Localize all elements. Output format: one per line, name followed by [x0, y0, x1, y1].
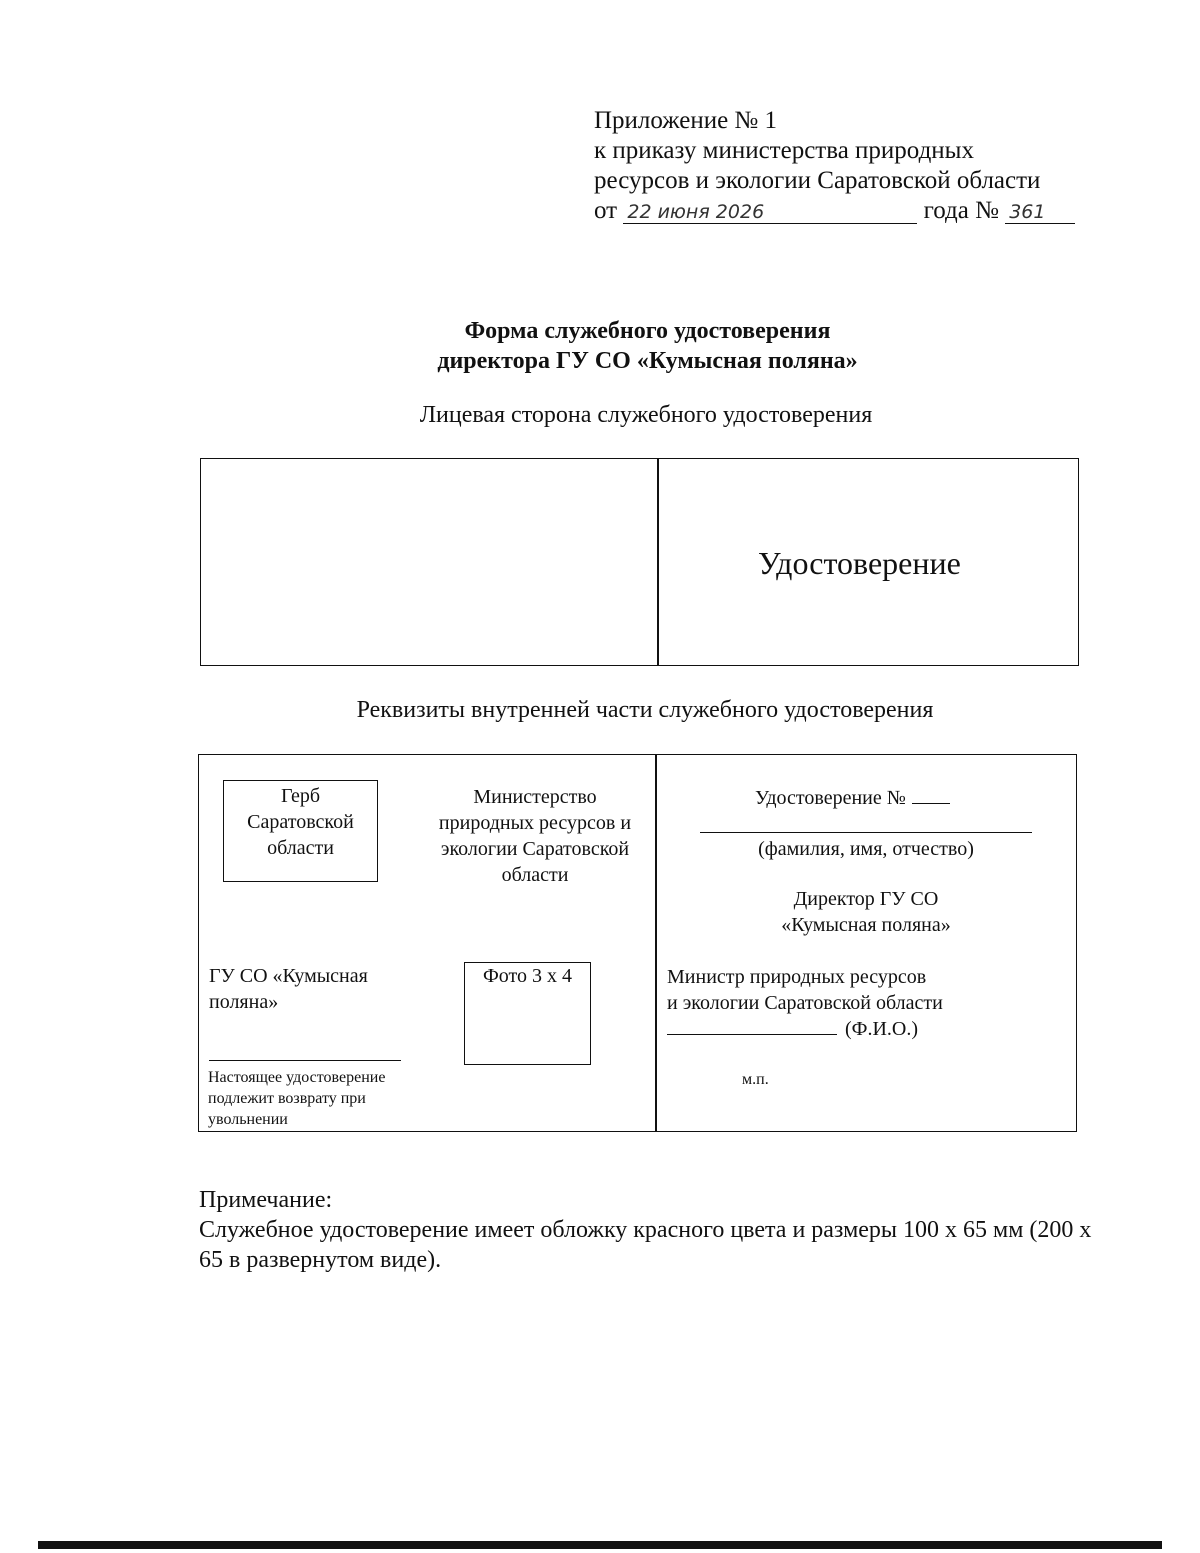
- photo-placeholder: [464, 962, 591, 1065]
- appendix-header: [594, 106, 1075, 226]
- order-date-handwritten: 22 июня 2026: [623, 201, 917, 224]
- position-line-1: Директор ГУ СО: [793, 888, 939, 910]
- form-title-line-1: Форма служебного удостоверения: [464, 318, 831, 344]
- emblem-line-1: Герб: [280, 785, 321, 807]
- minister-line-1: Министр природных ресурсов: [667, 966, 927, 988]
- certificate-number-row: [755, 785, 950, 811]
- face-side-word: Удостоверение: [758, 545, 961, 581]
- ministry-name: [410, 784, 660, 888]
- face-side-heading: Лицевая сторона служебного удостоверения: [419, 402, 873, 428]
- from-prefix: от: [594, 197, 618, 224]
- order-number-handwritten: 361: [1005, 201, 1075, 224]
- appendix-date-line: [594, 196, 1075, 226]
- year-number-label: года №: [923, 197, 999, 224]
- organization-name: ГУ СО «Кумысная поляна»: [209, 965, 368, 1013]
- note-text: Служебное удостоверение имеет обложку красного цвета и размеры 100 х 65 мм (200 х 65 в развернутом виде).: [199, 1217, 1092, 1273]
- minister-line-2: и экологии Саратовской области: [667, 992, 943, 1014]
- scan-bottom-border: [38, 1541, 1162, 1549]
- ministry-line-4: области: [501, 864, 569, 886]
- ministry-line-3: экологии Саратовской: [440, 838, 630, 860]
- ministry-line-1: Министерство: [473, 786, 597, 808]
- form-title-line-2: директора ГУ СО «Кумысная поляна»: [437, 348, 858, 374]
- full-name-caption: (фамилия, имя, отчество): [758, 838, 974, 860]
- minister-sign-row: [667, 1016, 943, 1042]
- return-note: Настоящее удостоверение подлежит возврату при увольнении: [208, 1069, 386, 1128]
- seal-mark: м.п.: [742, 1071, 769, 1088]
- form-title: [0, 316, 1200, 376]
- note-block: [199, 1185, 1099, 1275]
- emblem-line-2: Саратовской: [247, 811, 354, 833]
- certificate-number-blank: [912, 785, 950, 804]
- appendix-order-ref: к приказу министерства природных: [594, 137, 974, 164]
- appendix-title: Приложение № 1: [594, 107, 778, 134]
- inner-side-heading: Реквизиты внутренней части служебного удостоверения: [356, 697, 934, 723]
- appendix-ministry: ресурсов и экологии Саратовской области: [594, 167, 1041, 194]
- minister-fio-label: (Ф.И.О.): [845, 1018, 919, 1040]
- emblem-placeholder: [223, 780, 378, 882]
- minister-signature-line: [667, 1016, 837, 1035]
- face-side-divider: [657, 459, 659, 665]
- ministry-line-2: природных ресурсов и: [438, 812, 632, 834]
- minister-signature-block: [667, 964, 943, 1042]
- emblem-line-3: области: [267, 837, 334, 859]
- photo-label: Фото 3 х 4: [482, 965, 572, 987]
- signature-line-left: [209, 1060, 401, 1061]
- position-title: [690, 886, 1042, 938]
- full-name-line: [700, 832, 1032, 833]
- note-label: Примечание:: [199, 1187, 333, 1213]
- certificate-number-label: Удостоверение №: [755, 787, 906, 809]
- position-line-2: «Кумысная поляна»: [781, 914, 951, 936]
